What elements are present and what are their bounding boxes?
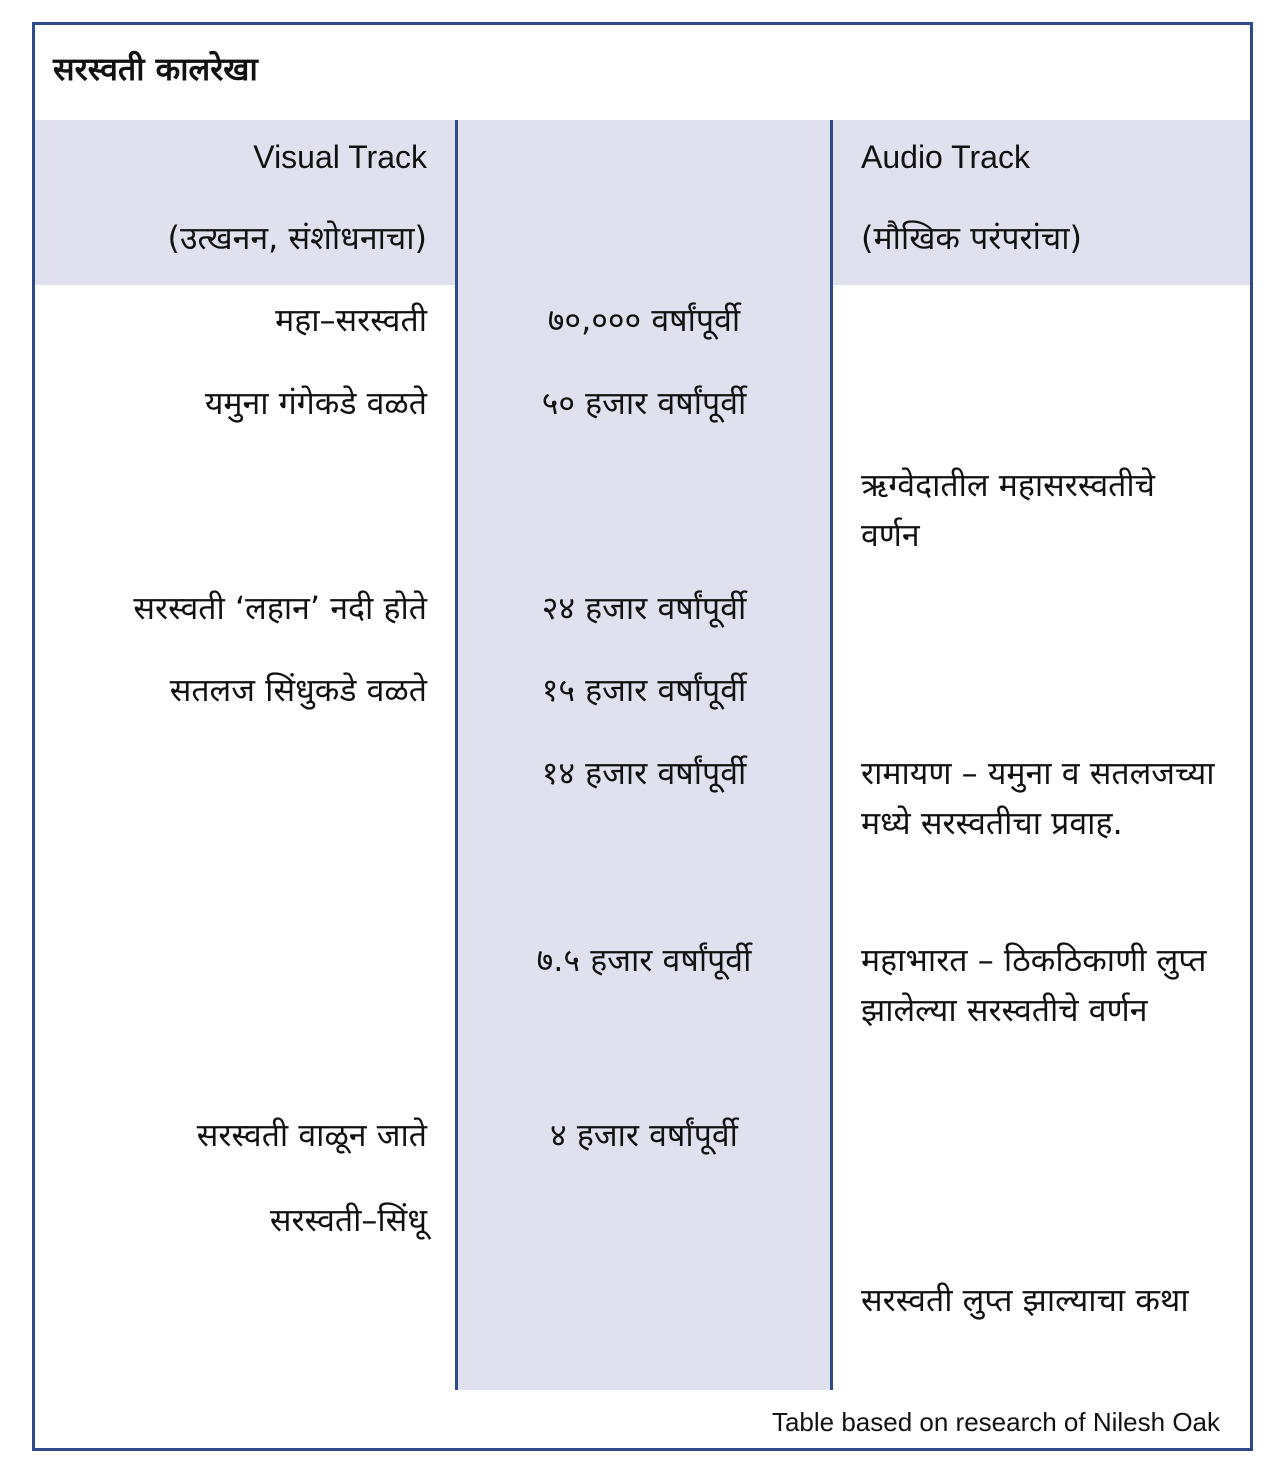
- time-period: ४ हजार वर्षांपूर्वी: [455, 1100, 833, 1185]
- audio-tradition: ऋग्वेदातील महासरस्वतीचे वर्णन: [861, 466, 1155, 554]
- audio-tradition: रामायण – यमुना व सतलजच्या मध्ये सरस्वतीचा प्रवाह.: [861, 754, 1215, 842]
- time-period: [455, 1265, 833, 1390]
- header-row: [35, 120, 1250, 203]
- visual-event: सरस्वती वाळून जाते: [196, 1116, 427, 1154]
- visual-event: [35, 925, 455, 1100]
- footer-credit: Table based on research of Nilesh Oak: [771, 1407, 1220, 1437]
- header-subrow: [35, 203, 1250, 285]
- visual-event: सरस्वती ‘लहान’ नदी होते: [133, 589, 427, 627]
- visual-event: सतलज सिंधुकडे वळते: [169, 671, 427, 709]
- page-title: सरस्वती कालरेखा: [53, 50, 258, 88]
- table-row: [35, 1265, 1250, 1390]
- visual-event: [35, 738, 455, 925]
- visual-event: [35, 1265, 455, 1390]
- time-period: २४ हजार वर्षांपूर्वी: [455, 573, 833, 655]
- time-period: ५० हजार वर्षांपूर्वी: [455, 368, 833, 450]
- time-period: १५ हजार वर्षांपूर्वी: [455, 655, 833, 738]
- audio-tradition: [833, 655, 1250, 738]
- audio-tradition: [833, 1100, 1250, 1185]
- audio-tradition: [833, 573, 1250, 655]
- time-subheader: [455, 203, 833, 285]
- audio-track-subheader: (मौखिक परंपरांचा): [833, 203, 1250, 285]
- audio-track-header: Audio Track: [833, 120, 1250, 203]
- table-row: [35, 1100, 1250, 1185]
- table-row: [35, 1185, 1250, 1265]
- table-row: [35, 368, 1250, 450]
- visual-event: महा–सरस्वती: [275, 301, 427, 339]
- audio-tradition: [833, 1185, 1250, 1265]
- time-period: [455, 1185, 833, 1265]
- table-row: [35, 285, 1250, 368]
- time-period: १४ हजार वर्षांपूर्वी: [455, 738, 833, 925]
- visual-track-subheader: (उत्खनन, संशोधनाचा): [35, 203, 455, 285]
- visual-event: सरस्वती–सिंधू: [269, 1201, 427, 1239]
- audio-tradition: सरस्वती लुप्त झाल्याचा कथा: [861, 1281, 1189, 1319]
- time-period: ७.५ हजार वर्षांपूर्वी: [455, 925, 833, 1100]
- time-period: ७०,००० वर्षांपूर्वी: [455, 285, 833, 368]
- audio-tradition: [833, 368, 1250, 450]
- visual-event: यमुना गंगेकडे वळते: [204, 384, 427, 422]
- timeline-table: [35, 120, 1250, 1390]
- timeline-frame: [32, 22, 1253, 1451]
- time-period: [455, 450, 833, 573]
- table-row: [35, 573, 1250, 655]
- audio-tradition: महाभारत – ठिकठिकाणी लुप्त झालेल्या सरस्वतीचे वर्णन: [861, 941, 1207, 1029]
- table-row: [35, 738, 1250, 925]
- time-header: [455, 120, 833, 203]
- audio-tradition: [833, 285, 1250, 368]
- table-row: [35, 655, 1250, 738]
- table-row: [35, 450, 1250, 573]
- table-row: [35, 925, 1250, 1100]
- visual-event: [35, 450, 455, 573]
- visual-track-header: Visual Track: [35, 120, 455, 203]
